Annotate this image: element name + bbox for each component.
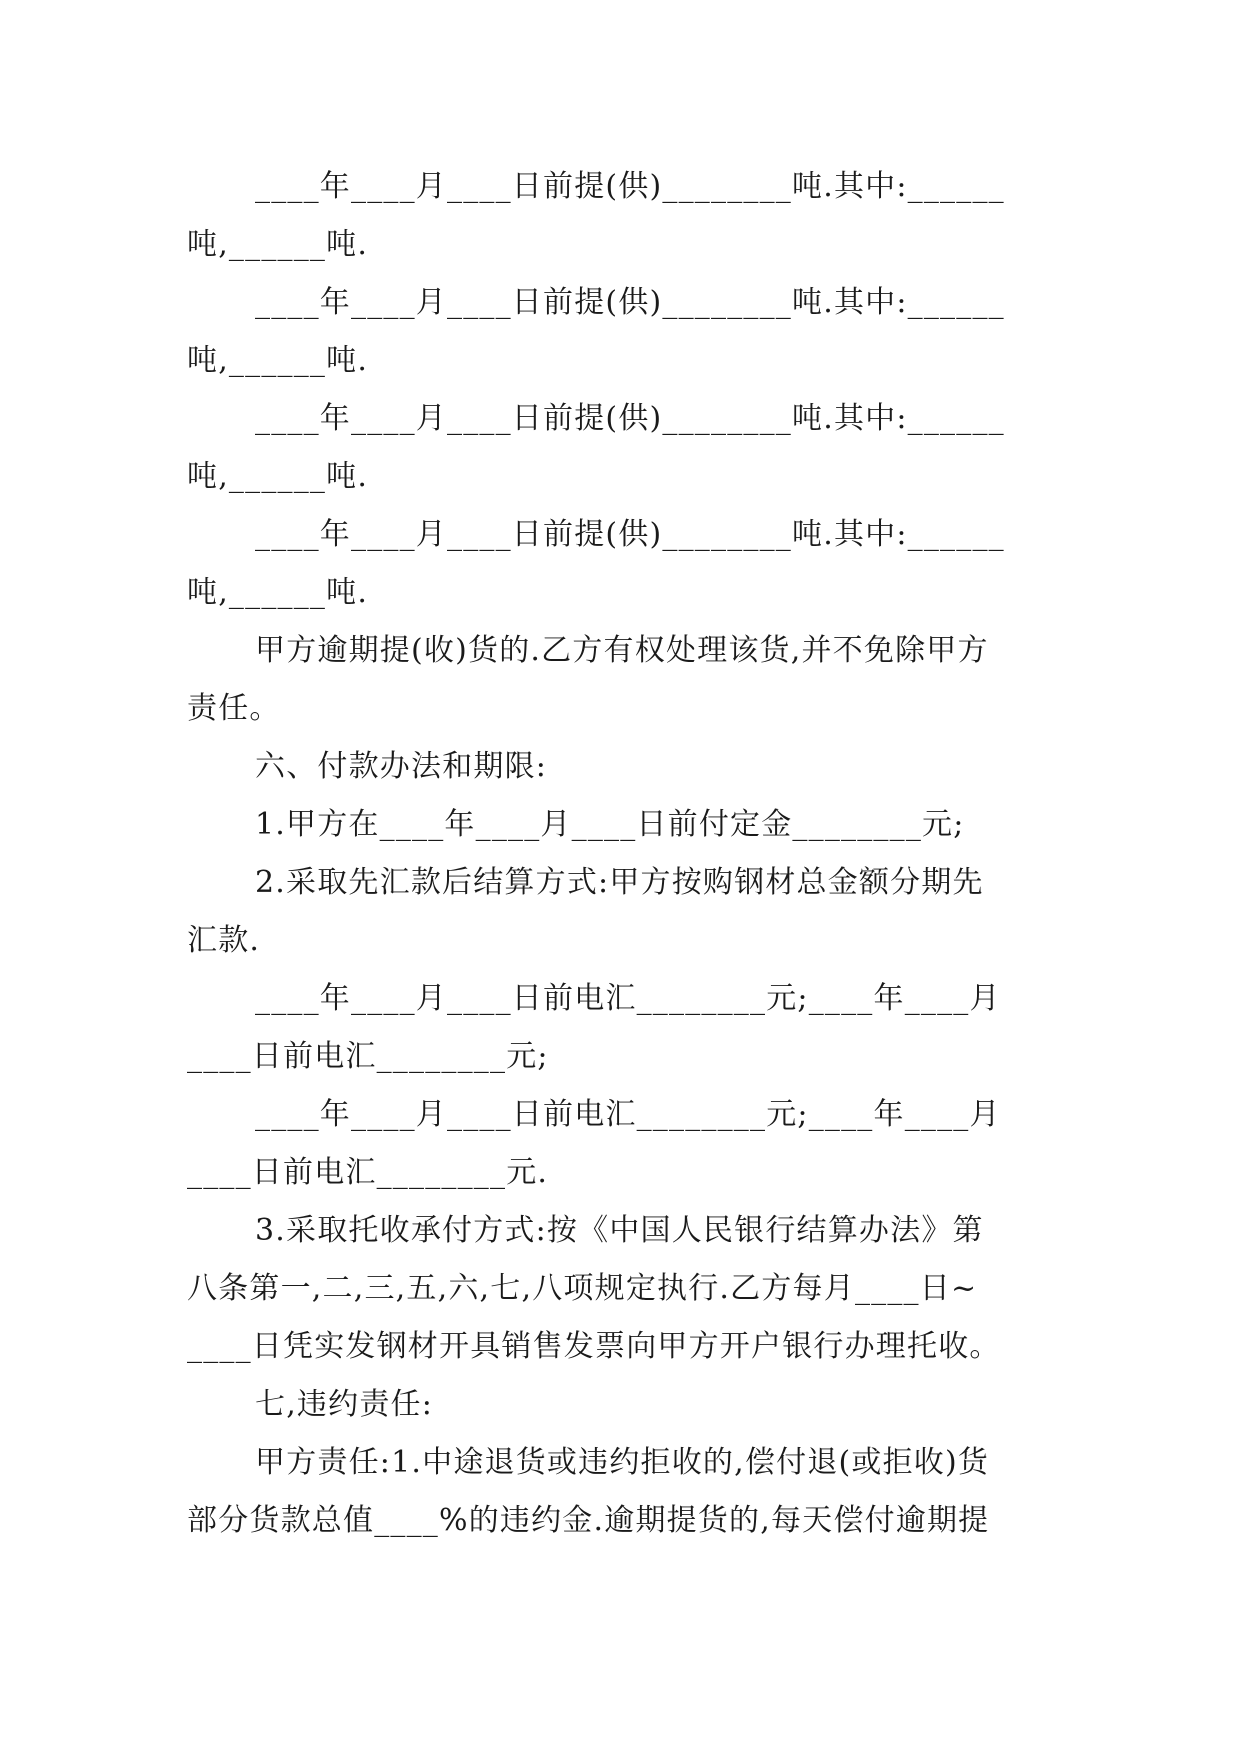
party-a-liability-cont: 部分货款总值____%的违约金.逾期提货的,每天偿付逾期提 xyxy=(187,1503,990,1538)
delivery-schedule-line-4-cont: 吨,______吨. xyxy=(187,575,369,610)
document-body xyxy=(187,158,1053,1550)
payment-item-3-cont-1: 八条第一,二,三,五,六,七,八项规定执行.乙方每月____日~ xyxy=(187,1271,978,1306)
payment-item-3: 3.采取托收承付方式:按《中国人民银行结算办法》第 xyxy=(255,1213,984,1248)
payment-item-2-cont: 汇款. xyxy=(187,923,261,958)
payment-item-3-cont-2: ____日凭实发钢材开具销售发票向甲方开户银行办理托收。 xyxy=(187,1329,1001,1364)
payment-item-1: 1.甲方在____年____月____日前付定金________元; xyxy=(255,807,965,842)
delivery-schedule-line-1: ____年____月____日前提(供)________吨.其中:______ xyxy=(255,169,1005,204)
delivery-schedule-line-2-cont: 吨,______吨. xyxy=(187,343,369,378)
payment-item-2: 2.采取先汇款后结算方式:甲方按购钢材总金额分期先 xyxy=(255,865,984,900)
overdue-pickup-clause-cont: 责任。 xyxy=(187,691,281,726)
wire-transfer-line-2-cont: ____日前电汇________元. xyxy=(187,1155,549,1190)
wire-transfer-line-1: ____年____月____日前电汇________元;____年____月 xyxy=(255,981,1001,1016)
party-a-liability: 甲方责任:1.中途退货或违约拒收的,偿付退(或拒收)货 xyxy=(255,1445,990,1480)
delivery-schedule-line-4: ____年____月____日前提(供)________吨.其中:______ xyxy=(255,517,1005,552)
delivery-schedule-line-3-cont: 吨,______吨. xyxy=(187,459,369,494)
section-heading-payment: 六、付款办法和期限: xyxy=(255,749,548,784)
delivery-schedule-line-2: ____年____月____日前提(供)________吨.其中:______ xyxy=(255,285,1005,320)
overdue-pickup-clause: 甲方逾期提(收)货的.乙方有权处理该货,并不免除甲方 xyxy=(255,633,989,668)
delivery-schedule-line-3: ____年____月____日前提(供)________吨.其中:______ xyxy=(255,401,1005,436)
section-heading-liability: 七,违约责任: xyxy=(255,1387,434,1422)
delivery-schedule-line-1-cont: 吨,______吨. xyxy=(187,227,369,262)
wire-transfer-line-2: ____年____月____日前电汇________元;____年____月 xyxy=(255,1097,1001,1132)
wire-transfer-line-1-cont: ____日前电汇________元; xyxy=(187,1039,549,1074)
